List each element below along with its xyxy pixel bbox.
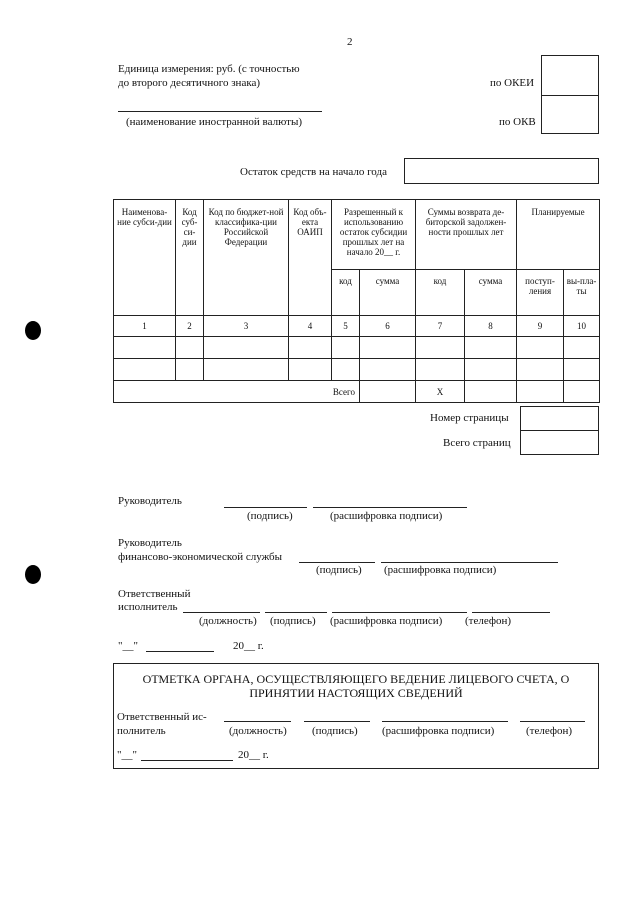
okei-label: по ОКЕИ xyxy=(490,77,535,89)
table-cell[interactable] xyxy=(332,337,360,359)
resp-label-2: исполнитель xyxy=(118,601,178,613)
total-x-mark: X xyxy=(416,381,465,403)
table-cell[interactable] xyxy=(204,359,289,381)
subheader-code-1: код xyxy=(332,270,360,316)
table-cell[interactable] xyxy=(176,337,204,359)
resp-decode-caption: (расшифровка подписи) xyxy=(330,615,443,627)
authority-title-line1: ОТМЕТКА ОРГАНА, ОСУЩЕСТВЛЯЮЩЕГО ВЕДЕНИЕ ЛИЦЕВОГО СЧЕТА, О xyxy=(142,672,570,686)
table-cell[interactable] xyxy=(332,359,360,381)
col-number: 6 xyxy=(360,316,416,337)
authority-resp-label-1: Ответственный ис- xyxy=(117,711,207,723)
total-label: Всего xyxy=(114,381,360,403)
header-subsidy-name: Наименова-ние субси-дии xyxy=(114,200,176,316)
total-allowed-sum[interactable] xyxy=(360,381,416,403)
okv-label: по ОКВ xyxy=(499,116,536,128)
table-cell[interactable] xyxy=(517,359,564,381)
table-cell[interactable] xyxy=(564,359,600,381)
punch-hole-mark xyxy=(25,321,41,340)
fin-head-decode-line[interactable] xyxy=(381,562,558,563)
head-decode-line[interactable] xyxy=(313,507,467,508)
header-allowed-balance: Разрешенный к использованию остаток субсидии прошлых лет на начало 20__ г. xyxy=(332,200,416,270)
authority-date-day[interactable]: "__" xyxy=(117,749,137,761)
unit-label-line2: до второго десятичного знака) xyxy=(118,77,261,89)
table-cell[interactable] xyxy=(204,337,289,359)
header-refund-sums: Суммы возврата де-биторской задолжен-ности прошлых лет xyxy=(416,200,517,270)
header-budget-code: Код по бюджет-ной классифика-ции Российской Федерации xyxy=(204,200,289,316)
authority-decode-caption: (расшифровка подписи) xyxy=(382,725,495,737)
okv-code-box[interactable] xyxy=(541,95,599,134)
table-cell[interactable] xyxy=(416,359,465,381)
fin-head-label-1: Руководитель xyxy=(118,537,182,549)
total-refund-sum[interactable] xyxy=(465,381,517,403)
total-income[interactable] xyxy=(517,381,564,403)
subsidy-table xyxy=(113,199,600,403)
punch-hole-mark xyxy=(25,565,41,584)
table-cell[interactable] xyxy=(114,359,176,381)
balance-label: Остаток средств на начало года xyxy=(240,166,387,178)
pages-total-label: Всего страниц xyxy=(443,437,511,449)
resp-position-caption: (должность) xyxy=(199,615,257,627)
head-signature-caption: (подпись) xyxy=(247,510,293,522)
table-cell[interactable] xyxy=(289,359,332,381)
table-row xyxy=(114,359,600,381)
resp-phone-line[interactable] xyxy=(472,612,550,613)
table-cell[interactable] xyxy=(360,359,416,381)
okei-code-box[interactable] xyxy=(541,55,599,96)
table-cell[interactable] xyxy=(360,337,416,359)
page-number: 2 xyxy=(347,36,353,48)
table-cell[interactable] xyxy=(416,337,465,359)
total-row xyxy=(114,381,600,403)
authority-date-year[interactable]: 20__ г. xyxy=(238,749,269,761)
balance-field[interactable] xyxy=(404,158,599,184)
header-object-code: Код объ-екта ОАИП xyxy=(289,200,332,316)
authority-resp-label-2: полнитель xyxy=(117,725,166,737)
table-row xyxy=(114,337,600,359)
table-cell[interactable] xyxy=(176,359,204,381)
head-signature-line[interactable] xyxy=(224,507,307,508)
page-number-field[interactable] xyxy=(520,406,599,431)
subheader-income: поступ-ления xyxy=(517,270,564,316)
page-number-label: Номер страницы xyxy=(430,412,509,424)
date-year[interactable]: 20__ г. xyxy=(233,640,264,652)
currency-name-line[interactable] xyxy=(118,111,322,112)
col-number: 2 xyxy=(176,316,204,337)
table-cell[interactable] xyxy=(564,337,600,359)
total-payments[interactable] xyxy=(564,381,600,403)
col-number: 5 xyxy=(332,316,360,337)
resp-position-line[interactable] xyxy=(183,612,260,613)
date-month-line[interactable] xyxy=(146,651,214,652)
table-cell[interactable] xyxy=(517,337,564,359)
col-number: 7 xyxy=(416,316,465,337)
col-number: 10 xyxy=(564,316,600,337)
resp-label-1: Ответственный xyxy=(118,588,191,600)
resp-signature-caption: (подпись) xyxy=(270,615,316,627)
table-cell[interactable] xyxy=(114,337,176,359)
authority-position-line[interactable] xyxy=(224,721,291,722)
pages-total-field[interactable] xyxy=(520,430,599,455)
date-day[interactable]: "__" xyxy=(118,640,138,652)
unit-label-line1: Единица измерения: руб. (с точностью xyxy=(118,63,300,75)
subheader-code-2: код xyxy=(416,270,465,316)
authority-decode-line[interactable] xyxy=(382,721,508,722)
resp-signature-line[interactable] xyxy=(265,612,327,613)
subheader-sum-2: сумма xyxy=(465,270,517,316)
head-decode-caption: (расшифровка подписи) xyxy=(330,510,443,522)
col-number: 1 xyxy=(114,316,176,337)
resp-phone-caption: (телефон) xyxy=(465,615,512,627)
subheader-sum-1: сумма xyxy=(360,270,416,316)
authority-signature-line[interactable] xyxy=(304,721,370,722)
table-cell[interactable] xyxy=(465,337,517,359)
table-cell[interactable] xyxy=(289,337,332,359)
col-number: 4 xyxy=(289,316,332,337)
authority-title-line2: ПРИНЯТИИ НАСТОЯЩИХ СВЕДЕНИЙ xyxy=(249,686,463,700)
authority-phone-line[interactable] xyxy=(520,721,585,722)
subheader-payments: вы-пла-ты xyxy=(564,270,600,316)
fin-head-decode-caption: (расшифровка подписи) xyxy=(384,564,497,576)
authority-phone-caption: (телефон) xyxy=(526,725,573,737)
fin-head-signature-caption: (подпись) xyxy=(316,564,362,576)
resp-decode-line[interactable] xyxy=(332,612,467,613)
authority-position-caption: (должность) xyxy=(229,725,287,737)
header-planned: Планируемые xyxy=(517,200,600,270)
authority-date-month-line[interactable] xyxy=(141,760,233,761)
fin-head-label-2: финансово-экономической службы xyxy=(118,551,283,563)
table-cell[interactable] xyxy=(465,359,517,381)
authority-signature-caption: (подпись) xyxy=(312,725,358,737)
fin-head-signature-line[interactable] xyxy=(299,562,375,563)
head-label: Руководитель xyxy=(118,495,182,507)
currency-caption: (наименование иностранной валюты) xyxy=(126,116,302,128)
col-number: 9 xyxy=(517,316,564,337)
col-number: 3 xyxy=(204,316,289,337)
col-number: 8 xyxy=(465,316,517,337)
header-subsidy-code: Код суб-си-дии xyxy=(176,200,204,316)
